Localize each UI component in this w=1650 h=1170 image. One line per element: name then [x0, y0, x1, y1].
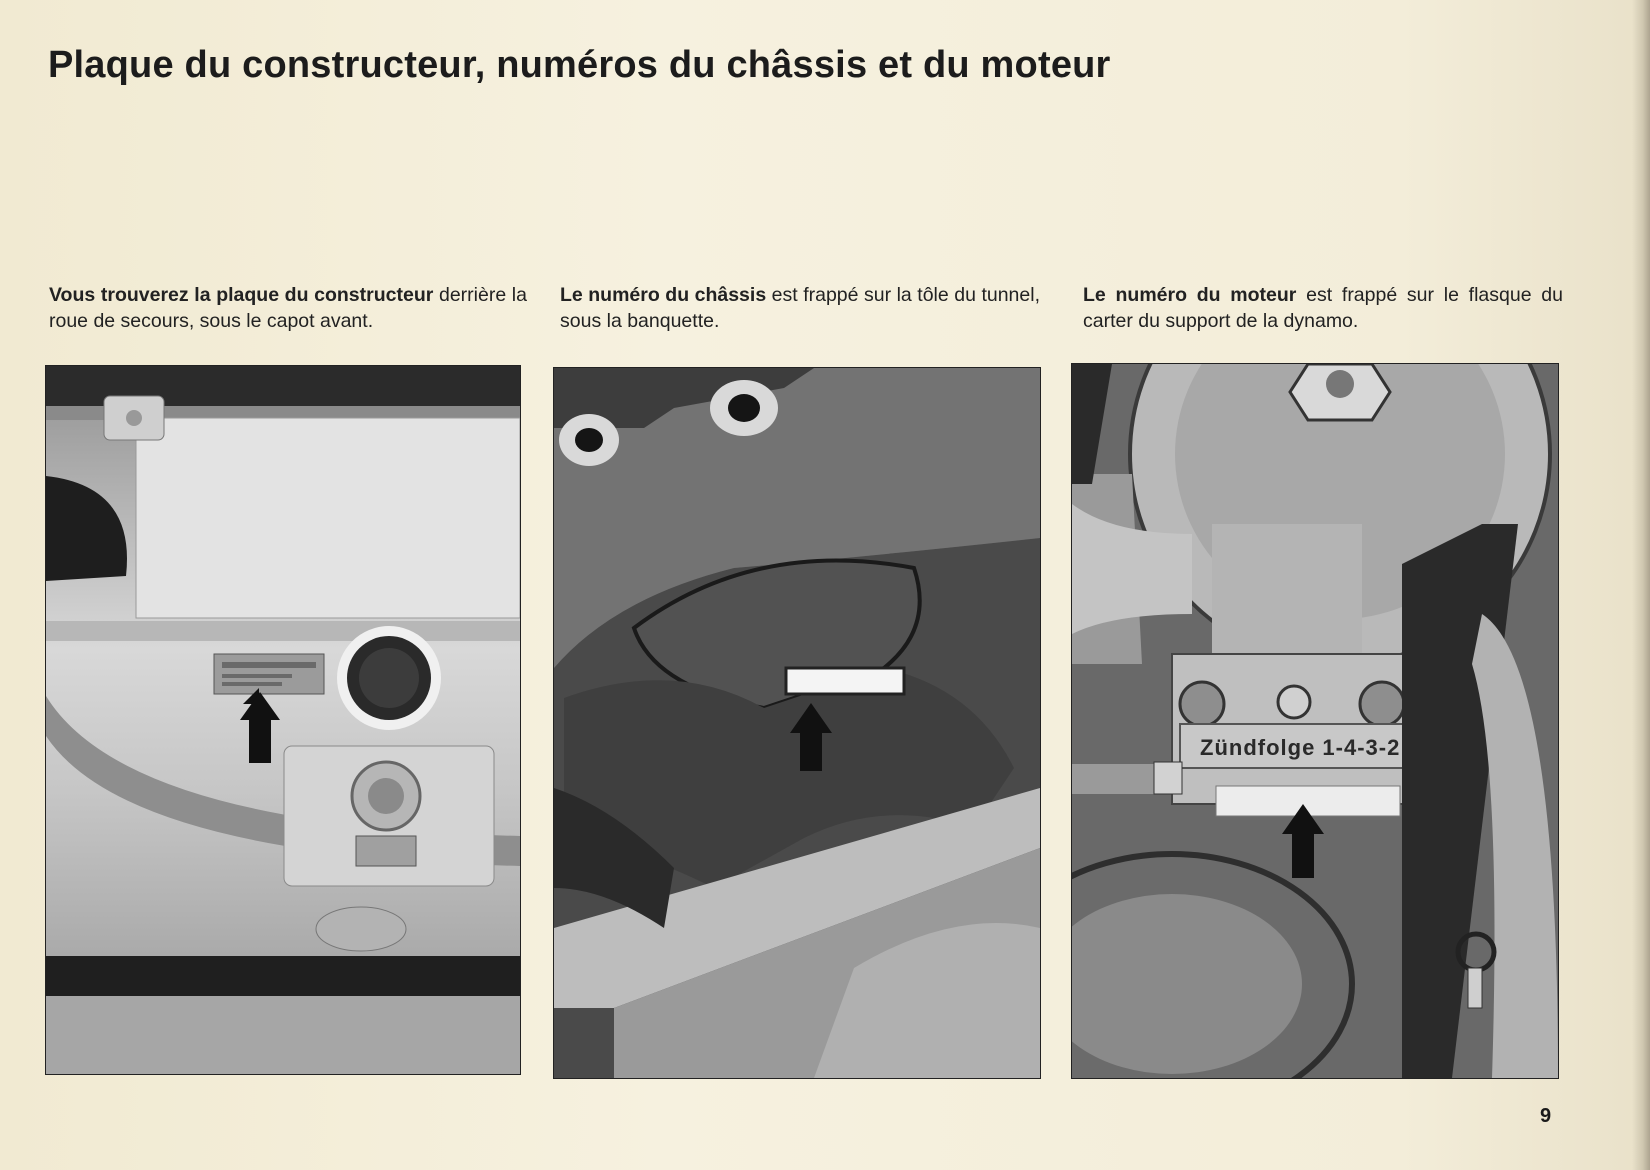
- caption-chassis-number: [560, 282, 1040, 334]
- engine-number-photo: [1071, 363, 1559, 1079]
- page-title: Plaque du constructeur, numéros du châssis et du moteur: [48, 44, 1111, 86]
- caption-bold: Le numéro du châssis: [560, 284, 767, 306]
- caption-bold: Vous trouverez la plaque du constructeur: [49, 284, 434, 306]
- chassis-number-photo-drawing: [554, 368, 1040, 1078]
- page-number: 9: [1540, 1105, 1552, 1127]
- caption-text: est frappé sur le flasque du carter du support de la dynamo.: [1083, 284, 1563, 332]
- manufacturer-plate-photo-drawing: [46, 366, 520, 1074]
- caption-engine-number: [1083, 282, 1563, 334]
- chassis-number-photo: [553, 367, 1041, 1079]
- engine-number-photo-drawing: [1072, 364, 1558, 1078]
- page-spine-shadow: [1632, 0, 1650, 1170]
- manufacturer-plate-photo: [45, 365, 521, 1075]
- caption-bold: Le numéro du moteur: [1083, 284, 1297, 306]
- caption-text: est frappé sur la tôle du tunnel, sous la banquette.: [560, 284, 1040, 332]
- caption-manufacturer-plate: [49, 282, 527, 334]
- caption-text: derrière la roue de secours, sous le capot avant.: [49, 284, 527, 332]
- engine-firing-order-stamp: Zündfolge 1-4-3-2: [1200, 735, 1401, 760]
